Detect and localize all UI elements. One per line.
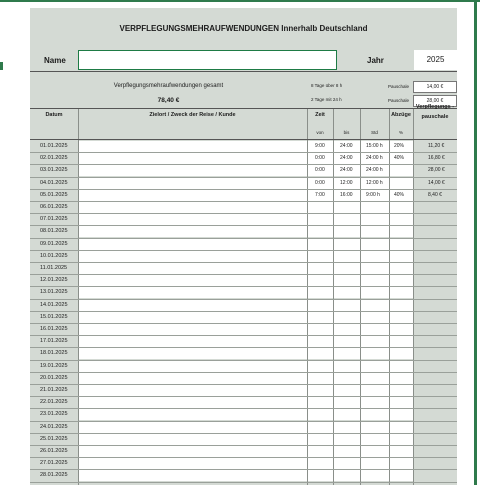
von-cell[interactable] bbox=[308, 348, 333, 359]
date-cell: 09.01.2025 bbox=[40, 240, 68, 247]
abzug-value: 40% bbox=[394, 191, 405, 198]
std-cell[interactable] bbox=[361, 275, 389, 286]
zielort-cell[interactable] bbox=[79, 409, 307, 420]
header-zeit: Zeit bbox=[315, 112, 325, 118]
table-row bbox=[30, 202, 457, 214]
zielort-cell[interactable] bbox=[79, 300, 307, 311]
std-cell[interactable] bbox=[361, 287, 389, 298]
date-cell: 20.01.2025 bbox=[40, 374, 68, 381]
zielort-cell[interactable] bbox=[79, 153, 307, 164]
std-value: 15:00 h bbox=[366, 143, 383, 149]
von-value: 0:00 bbox=[315, 167, 325, 174]
std-value: 12:00 h bbox=[366, 179, 383, 186]
bis-cell[interactable] bbox=[334, 275, 360, 286]
std-cell[interactable] bbox=[361, 470, 389, 481]
subheader-std: Std bbox=[371, 130, 378, 135]
von-cell[interactable] bbox=[308, 373, 333, 384]
table-row bbox=[30, 190, 457, 202]
std-cell[interactable] bbox=[361, 385, 389, 396]
abzug-cell[interactable] bbox=[390, 251, 413, 262]
table-row bbox=[30, 324, 457, 336]
table-row bbox=[30, 165, 457, 177]
table-row bbox=[30, 153, 457, 165]
spreadsheet bbox=[30, 8, 457, 485]
std-cell[interactable] bbox=[361, 300, 389, 311]
date-cell: 18.01.2025 bbox=[40, 350, 68, 357]
table-row bbox=[30, 397, 457, 409]
abzug-cell[interactable] bbox=[390, 434, 413, 445]
bis-cell[interactable] bbox=[334, 446, 360, 457]
table-row bbox=[30, 214, 457, 226]
bis-cell[interactable] bbox=[334, 312, 360, 323]
abzug-cell[interactable] bbox=[390, 165, 413, 176]
summary-total: 78,40 € bbox=[157, 97, 180, 104]
von-cell[interactable] bbox=[308, 226, 333, 237]
zielort-cell[interactable] bbox=[79, 348, 307, 359]
abzug-cell[interactable] bbox=[390, 300, 413, 311]
std-cell[interactable] bbox=[361, 361, 389, 372]
zielort-cell[interactable] bbox=[79, 165, 307, 176]
rule-24h: 2 Tage mit 24 h bbox=[311, 97, 342, 102]
zielort-cell[interactable] bbox=[79, 397, 307, 408]
date-cell: 24.01.2025 bbox=[40, 423, 68, 430]
bis-cell[interactable] bbox=[334, 263, 360, 274]
zielort-cell[interactable] bbox=[79, 373, 307, 384]
table-row bbox=[30, 287, 457, 299]
bis-cell[interactable] bbox=[334, 361, 360, 372]
abzug-cell[interactable] bbox=[390, 214, 413, 225]
von-cell[interactable] bbox=[308, 422, 333, 433]
table-row bbox=[30, 226, 457, 238]
bis-cell[interactable] bbox=[334, 409, 360, 420]
abzug-cell[interactable] bbox=[390, 446, 413, 457]
std-cell[interactable] bbox=[361, 202, 389, 213]
name-label: Name bbox=[44, 56, 66, 65]
bis-cell[interactable] bbox=[334, 226, 360, 237]
std-cell[interactable] bbox=[361, 324, 389, 335]
von-cell[interactable] bbox=[308, 385, 333, 396]
zielort-cell[interactable] bbox=[79, 385, 307, 396]
bis-cell[interactable] bbox=[334, 202, 360, 213]
abzug-cell[interactable] bbox=[390, 361, 413, 372]
abzug-cell[interactable] bbox=[390, 275, 413, 286]
date-cell: 03.01.2025 bbox=[40, 167, 68, 174]
bis-cell[interactable] bbox=[334, 239, 360, 250]
header-verpflegung-1: Verpflegungs - bbox=[415, 104, 455, 110]
date-cell: 02.01.2025 bbox=[40, 155, 68, 162]
abzug-value: 20% bbox=[394, 143, 405, 149]
std-cell[interactable] bbox=[361, 348, 389, 359]
von-cell[interactable] bbox=[308, 336, 333, 347]
abzug-cell[interactable] bbox=[390, 178, 413, 189]
abzug-cell[interactable] bbox=[390, 202, 413, 213]
bis-cell[interactable] bbox=[334, 434, 360, 445]
pauschale-8h-cell[interactable]: 14,00 € bbox=[413, 81, 457, 93]
std-cell[interactable] bbox=[361, 373, 389, 384]
von-cell[interactable] bbox=[308, 458, 333, 469]
bis-value: 24:00 bbox=[340, 155, 353, 162]
table-row bbox=[30, 361, 457, 373]
von-value: 0:00 bbox=[315, 155, 325, 162]
abzug-cell[interactable] bbox=[390, 397, 413, 408]
von-cell[interactable] bbox=[308, 202, 333, 213]
std-value: 9:00 h bbox=[366, 191, 380, 198]
abzug-cell[interactable] bbox=[390, 287, 413, 298]
bis-cell[interactable] bbox=[334, 422, 360, 433]
bis-cell[interactable] bbox=[334, 251, 360, 262]
abzug-cell[interactable] bbox=[390, 409, 413, 420]
std-cell[interactable] bbox=[361, 434, 389, 445]
jahr-label: Jahr bbox=[367, 56, 384, 65]
date-cell: 06.01.2025 bbox=[40, 204, 68, 210]
std-cell[interactable] bbox=[361, 409, 389, 420]
abzug-cell[interactable] bbox=[390, 422, 413, 433]
von-cell[interactable] bbox=[308, 239, 333, 250]
pauschale-24h-cell[interactable]: 28,00 € bbox=[413, 95, 457, 107]
bis-cell[interactable] bbox=[334, 397, 360, 408]
table-row bbox=[30, 141, 457, 153]
bis-cell[interactable] bbox=[334, 470, 360, 481]
von-cell[interactable] bbox=[308, 275, 333, 286]
zielort-cell[interactable] bbox=[79, 141, 307, 152]
subheader-bis: bis bbox=[343, 130, 350, 135]
std-cell[interactable] bbox=[361, 226, 389, 237]
zielort-cell[interactable] bbox=[79, 263, 307, 274]
abzug-cell[interactable] bbox=[390, 470, 413, 481]
abzug-cell[interactable] bbox=[390, 324, 413, 335]
zielort-cell[interactable] bbox=[79, 202, 307, 213]
date-cell: 17.01.2025 bbox=[40, 338, 68, 345]
zielort-cell[interactable] bbox=[79, 324, 307, 335]
date-cell: 13.01.2025 bbox=[40, 289, 68, 296]
std-cell[interactable] bbox=[361, 446, 389, 457]
date-cell: 22.01.2025 bbox=[40, 399, 68, 406]
table-row bbox=[30, 178, 457, 190]
std-cell[interactable] bbox=[361, 458, 389, 469]
jahr-input-cell[interactable]: 2025 bbox=[414, 50, 457, 70]
std-cell[interactable] bbox=[361, 239, 389, 250]
date-cell: 28.01.2025 bbox=[40, 472, 68, 479]
von-value: 0:00 bbox=[315, 179, 325, 186]
zielort-cell[interactable] bbox=[79, 336, 307, 347]
date-cell: 05.01.2025 bbox=[40, 191, 68, 198]
subheader-percent: % bbox=[398, 130, 403, 135]
date-cell: 12.01.2025 bbox=[40, 277, 68, 284]
table-row bbox=[30, 373, 457, 385]
date-cell: 01.01.2025 bbox=[40, 143, 68, 149]
bis-cell[interactable] bbox=[334, 300, 360, 311]
von-cell[interactable] bbox=[308, 324, 333, 335]
table-row bbox=[30, 239, 457, 251]
date-cell: 07.01.2025 bbox=[40, 216, 68, 223]
date-cell: 23.01.2025 bbox=[40, 411, 68, 418]
von-cell[interactable] bbox=[308, 434, 333, 445]
window-border-left bbox=[0, 62, 3, 70]
zielort-cell[interactable] bbox=[79, 458, 307, 469]
pauschale-value: 28,00 € bbox=[428, 167, 445, 174]
bis-cell[interactable] bbox=[334, 214, 360, 225]
zielort-cell[interactable] bbox=[79, 434, 307, 445]
table-row bbox=[30, 409, 457, 421]
zielort-cell[interactable] bbox=[79, 190, 307, 201]
abzug-cell[interactable] bbox=[390, 226, 413, 237]
date-cell: 15.01.2025 bbox=[40, 313, 68, 320]
header-zielort: Zielort / Zweck der Reise / Kunde bbox=[149, 112, 236, 118]
window-border-right bbox=[474, 2, 477, 485]
pauschale-value: 14,00 € bbox=[428, 179, 445, 186]
table-row bbox=[30, 251, 457, 263]
zielort-cell[interactable] bbox=[79, 251, 307, 262]
pauschale-value: 11,20 € bbox=[428, 143, 445, 149]
std-value: 24:00 h bbox=[366, 155, 383, 162]
table-row bbox=[30, 300, 457, 312]
bis-cell[interactable] bbox=[334, 287, 360, 298]
zielort-cell[interactable] bbox=[79, 275, 307, 286]
date-cell: 04.01.2025 bbox=[40, 179, 68, 186]
von-cell[interactable] bbox=[308, 361, 333, 372]
von-cell[interactable] bbox=[308, 470, 333, 481]
table-row bbox=[30, 275, 457, 287]
abzug-cell[interactable] bbox=[390, 312, 413, 323]
date-cell: 08.01.2025 bbox=[40, 228, 68, 235]
subheader-von: von bbox=[316, 130, 324, 135]
std-cell[interactable] bbox=[361, 336, 389, 347]
von-cell[interactable] bbox=[308, 409, 333, 420]
date-cell: 11.01.2025 bbox=[40, 265, 68, 271]
von-cell[interactable] bbox=[308, 287, 333, 298]
std-cell[interactable] bbox=[361, 312, 389, 323]
zielort-cell[interactable] bbox=[79, 470, 307, 481]
bis-cell[interactable] bbox=[334, 348, 360, 359]
von-cell[interactable] bbox=[308, 214, 333, 225]
header-verpflegung-2: pauschale bbox=[421, 114, 449, 120]
von-cell[interactable] bbox=[308, 397, 333, 408]
date-cell: 10.01.2025 bbox=[40, 252, 68, 259]
von-cell[interactable] bbox=[308, 263, 333, 274]
zielort-cell[interactable] bbox=[79, 178, 307, 189]
date-cell: 14.01.2025 bbox=[40, 301, 68, 308]
date-cell: 25.01.2025 bbox=[40, 435, 68, 442]
abzug-cell[interactable] bbox=[390, 239, 413, 250]
abzug-cell[interactable] bbox=[390, 263, 413, 274]
von-cell[interactable] bbox=[308, 300, 333, 311]
window-border-top bbox=[0, 0, 480, 2]
abzug-value: 40% bbox=[394, 155, 405, 162]
date-cell: 16.01.2025 bbox=[40, 326, 68, 332]
table-row bbox=[30, 348, 457, 360]
header-underline bbox=[30, 139, 457, 140]
pauschale-value: 8,40 € bbox=[428, 191, 442, 198]
zielort-cell[interactable] bbox=[79, 361, 307, 372]
header-abzuege: Abzüge bbox=[391, 112, 411, 118]
bis-value: 12:00 bbox=[340, 179, 353, 186]
pauschale-value: 16,80 € bbox=[428, 155, 445, 162]
header-datum: Datum bbox=[45, 112, 63, 118]
table-row bbox=[30, 458, 457, 470]
bis-value: 24:00 bbox=[340, 143, 353, 149]
von-value: 7:00 bbox=[315, 191, 325, 198]
abzug-cell[interactable] bbox=[390, 458, 413, 469]
summary-block bbox=[30, 71, 457, 109]
table-row bbox=[30, 263, 457, 275]
von-cell[interactable] bbox=[308, 251, 333, 262]
zielort-cell[interactable] bbox=[79, 287, 307, 298]
date-cell: 21.01.2025 bbox=[40, 387, 68, 393]
table-row bbox=[30, 336, 457, 348]
bis-value: 16:00 bbox=[340, 191, 353, 198]
table-row bbox=[30, 385, 457, 397]
name-input-cell[interactable] bbox=[78, 50, 337, 70]
von-cell[interactable] bbox=[308, 312, 333, 323]
std-cell[interactable] bbox=[361, 263, 389, 274]
sheet-title: VERPFLEGUNGSMEHRAUFWENDUNGEN Innerhalb Deutschland bbox=[119, 24, 368, 33]
std-cell[interactable] bbox=[361, 397, 389, 408]
zielort-cell[interactable] bbox=[79, 239, 307, 250]
zielort-cell[interactable] bbox=[79, 446, 307, 457]
bis-cell[interactable] bbox=[334, 385, 360, 396]
bis-cell[interactable] bbox=[334, 336, 360, 347]
table-row bbox=[30, 434, 457, 446]
abzug-cell[interactable] bbox=[390, 336, 413, 347]
date-cell: 26.01.2025 bbox=[40, 448, 68, 454]
zielort-cell[interactable] bbox=[79, 214, 307, 225]
zielort-cell[interactable] bbox=[79, 226, 307, 237]
bis-value: 24:00 bbox=[340, 167, 353, 174]
summary-label: Verpflegungsmehraufwendungen gesamt bbox=[113, 83, 224, 89]
abzug-cell[interactable] bbox=[390, 385, 413, 396]
table-row bbox=[30, 470, 457, 482]
bis-cell[interactable] bbox=[334, 324, 360, 335]
date-cell: 27.01.2025 bbox=[40, 460, 68, 467]
bis-cell[interactable] bbox=[334, 458, 360, 469]
std-cell[interactable] bbox=[361, 214, 389, 225]
abzug-cell[interactable] bbox=[390, 348, 413, 359]
zielort-cell[interactable] bbox=[79, 422, 307, 433]
pauschale-label-2: Pauschale bbox=[388, 98, 410, 103]
date-cell: 19.01.2025 bbox=[40, 362, 68, 369]
bis-cell[interactable] bbox=[334, 373, 360, 384]
abzug-cell[interactable] bbox=[390, 373, 413, 384]
table-row bbox=[30, 422, 457, 434]
table-row bbox=[30, 446, 457, 458]
pauschale-label-1: Pauschale bbox=[388, 84, 410, 89]
std-value: 24:00 h bbox=[366, 167, 383, 174]
table-row bbox=[30, 312, 457, 324]
von-cell[interactable] bbox=[308, 446, 333, 457]
std-cell[interactable] bbox=[361, 251, 389, 262]
von-value: 9:00 bbox=[315, 143, 325, 149]
left-margin bbox=[0, 0, 30, 485]
rule-8h: 8 Tage über 8 h bbox=[311, 83, 343, 88]
zielort-cell[interactable] bbox=[79, 312, 307, 323]
std-cell[interactable] bbox=[361, 422, 389, 433]
